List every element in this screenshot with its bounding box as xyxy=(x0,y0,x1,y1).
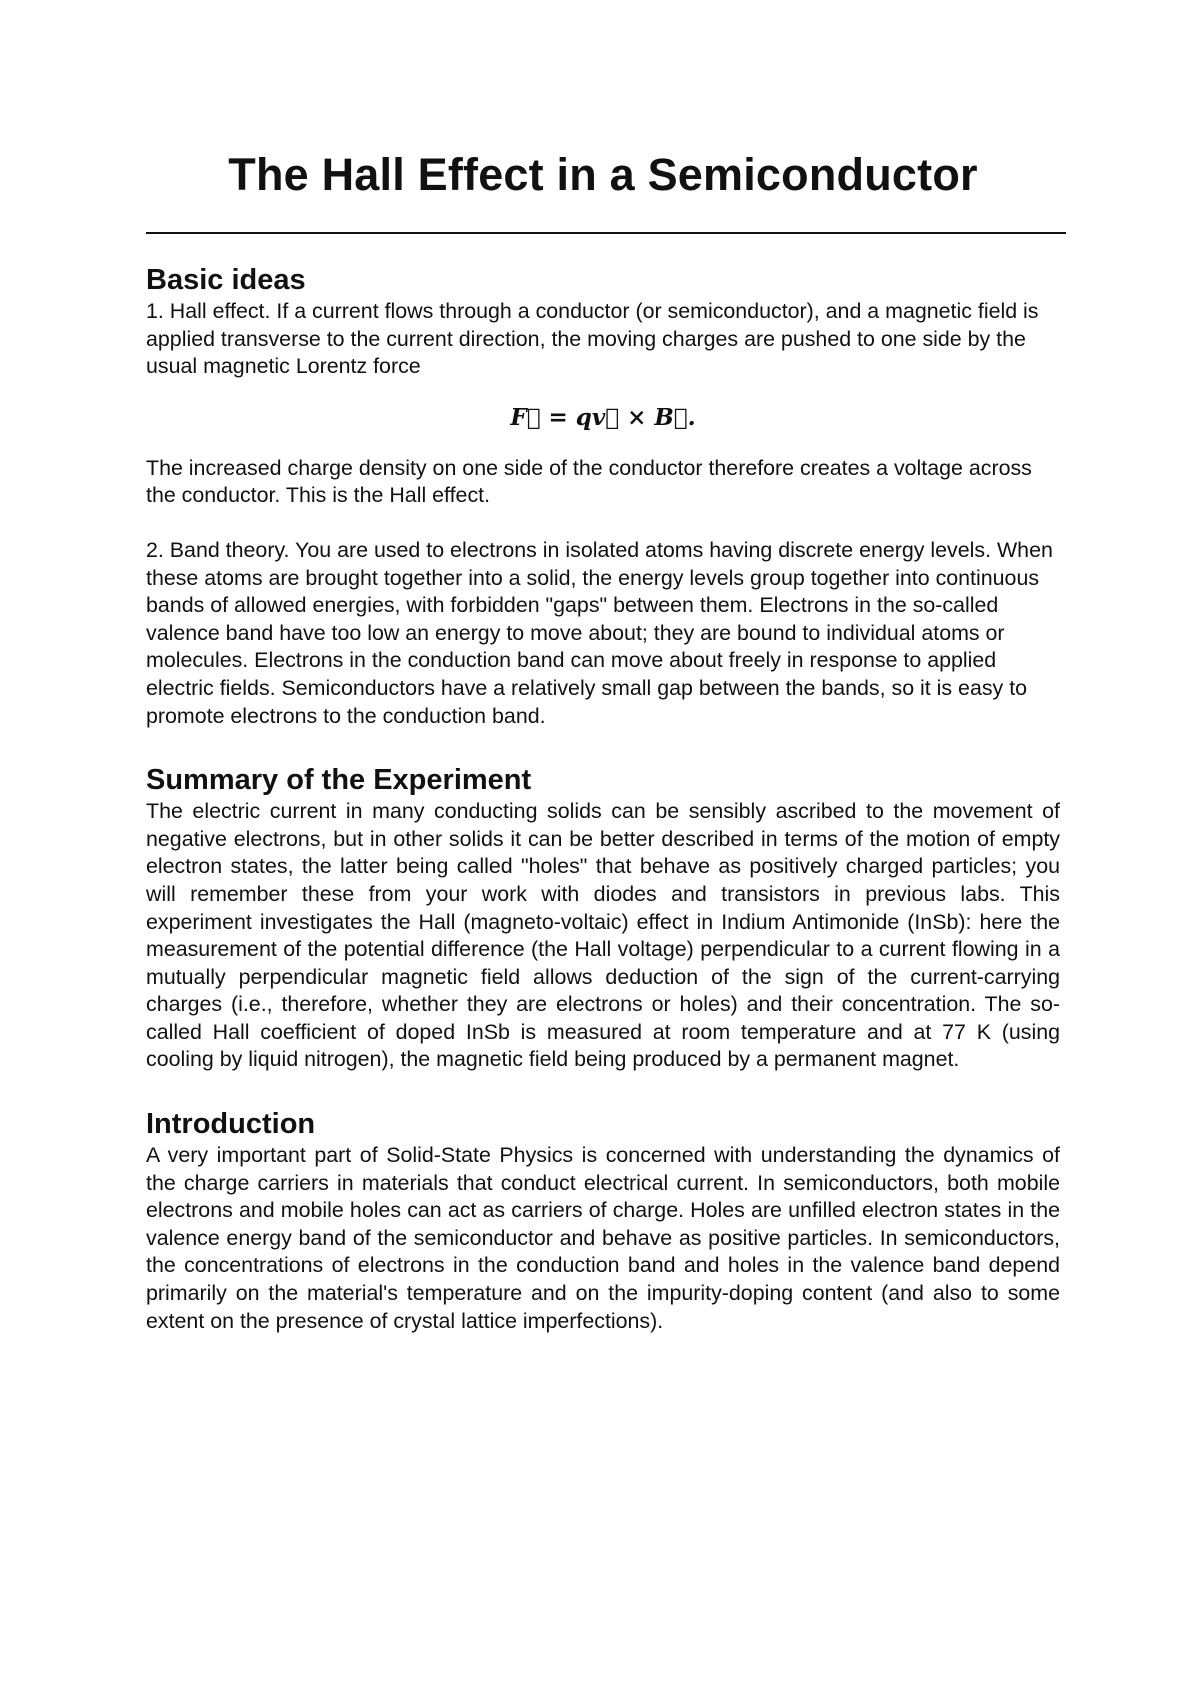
paragraph-band-theory: 2. Band theory. You are used to electrons in isolated atoms having discrete energy levels. When these atoms are brought together into a solid, the energy levels group together into continuous bands of allowed energies, with forbidden "gaps" between them. Electrons in the so-called valence band have too low an energy to move about; they are bound to individual atoms or molecules. Electrons in the conduction band can move about freely in response to applied electric fields. Semiconductors have a relatively small gap between the bands, so it is easy to promote electrons to the conduction band. xyxy=(146,537,1053,728)
section-heading: Introduction xyxy=(146,1108,316,1141)
section-introduction xyxy=(146,1106,1060,1335)
section-summary xyxy=(146,762,1060,1074)
paragraph-summary: The electric current in many conducting solids can be sensibly ascribed to the movement of negative electrons, but in other solids it can be better described in terms of the motion of empty electron states, the latter being called "holes" that behave as positively charged particles; you will remember these from your work with diodes and transistors in previous labs. This experiment investigates the Hall (magneto-voltaic) effect in Indium Antimonide (InSb): here the measurement of the potential difference (the Hall voltage) perpendicular to a current flowing in a mutually perpendicular magnetic field allows deduction of the sign of the current-carrying charges (i.e., therefore, whether they are electrons or holes) and their concentration. The so-called Hall coefficient of doped InSb is measured at room temperature and at 77 K (using cooling by liquid nitrogen), the magnetic field being produced by a permanent magnet. xyxy=(146,799,1060,1072)
paragraph-hall-effect-conclusion: The increased charge density on one side of the conductor therefore creates a voltage across the conductor. This is the Hall effect. xyxy=(146,455,1032,508)
section-heading: Basic ideas xyxy=(146,264,306,296)
paragraph-hall-effect: 1. Hall effect. If a current flows through a conductor (or semiconductor), and a magnetic field is applied transverse to the current direction, the moving charges are pushed to one side by the usual magnetic Lorentz force xyxy=(146,299,1039,379)
section-heading: Summary of the Experiment xyxy=(146,764,532,797)
title-divider xyxy=(146,232,1066,234)
page-title: The Hall Effect in a Semiconductor xyxy=(228,149,978,200)
section-basic-ideas xyxy=(146,262,1060,730)
lorentz-force-equation: F⃗ = qv⃗ × B⃗. xyxy=(510,403,696,431)
paragraph-introduction: A very important part of Solid-State Physics is concerned with understanding the dynamics of the charge carriers in materials that conduct electrical current. In semiconductors, both mobile electrons and mobile holes can act as carriers of charge. Holes are unfilled electron states in the valence energy band of the semiconductor and behave as positive particles. In semiconductors, the concentrations of electrons in the conduction band and holes in the valence band depend primarily on the material's temperature and on the impurity-doping content (and also to some extent on the presence of crystal lattice imperfections). xyxy=(146,1143,1060,1333)
